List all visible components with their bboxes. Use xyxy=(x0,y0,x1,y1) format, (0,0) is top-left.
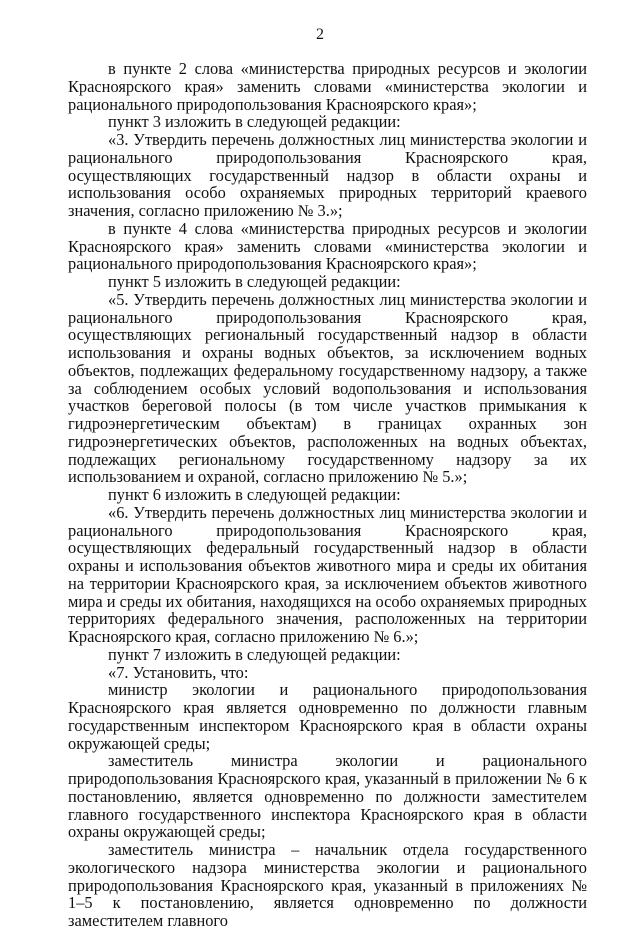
paragraph: в пункте 2 слова «министерства природных ресурсов и экологии Красноярского края» заменить словами «министерства экологии и рационального природопользования Красноярского края»; xyxy=(68,59,587,114)
paragraph: пункт 3 изложить в следующей редакции: xyxy=(108,112,401,132)
paragraph: «6. Утвердить перечень должностных лиц министерства экологии и рационального природопользования Красноярского края, осуществляющих федеральный государственный надзор в области охраны и использования объектов животного мира и среды их обитания на территории Красноярского края, за исключением объектов животного мира и среды их обитания, находящихся на особо охраняемых природных территориях федерального значения, расположенных на территории Красноярского края, согласно приложению № 6.»; xyxy=(68,502,587,646)
paragraph: пункт 5 изложить в следующей редакции: xyxy=(108,272,401,291)
paragraph: «3. Утвердить перечень должностных лиц министерства экологии и рационального природопользования Красноярского края, осуществляющих государственный надзор в области охраны и использования особо охраняемых природных территорий краевого значения, согласно приложению № 3.»; xyxy=(68,130,587,220)
paragraph: заместитель министра экологии и рационального природопользования Красноярского края, указанный в приложении № 6 к постановлению, является одновременно по должности заместителем главного государственного инспектора Красноярского края в области охраны окружающей среды; xyxy=(68,751,587,842)
paragraph: пункт 7 изложить в следующей редакции: xyxy=(108,644,401,664)
paragraph: пункт 6 изложить в следующей редакции: xyxy=(108,485,401,504)
paragraph: заместитель министра – начальник отдела государственного экологического надзора министерства экологии и рационального природопользования Красноярского края, указанный в приложениях № 1–5 к постановлению, является одновременно по должности заместителем главного xyxy=(68,840,587,930)
page-number: 2 xyxy=(316,26,324,43)
document-body xyxy=(68,60,587,930)
paragraph: в пункте 4 слова «министерства природных ресурсов и экологии Красноярского края» заменить словами «министерства экологии и рационального природопользования Красноярского края»; xyxy=(68,218,587,274)
paragraph: министр экологии и рационального природопользования Красноярского края является одновременно по должности главным государственным инспектором Красноярского края в области охраны окружающей среды; xyxy=(68,680,587,753)
paragraph: «5. Утвердить перечень должностных лиц министерства экологии и рационального природопользования Красноярского края, осуществляющих региональный государственный надзор в области использования и охраны водных объектов, за исключением водных объектов, подлежащих федеральному государственному надзору, а также за соблюдением особых условий водопользования и использования участков береговой полосы (в том числе участков примыкания к гидроэнергетическим объектам) в границах охранных зон гидроэнергетических объектов, расположенных на водных объектах, подлежащих региональному государственному надзору за их использованием и охраной, согласно приложению № 5.»; xyxy=(68,289,587,487)
paragraph: «7. Установить, что: xyxy=(108,662,249,682)
